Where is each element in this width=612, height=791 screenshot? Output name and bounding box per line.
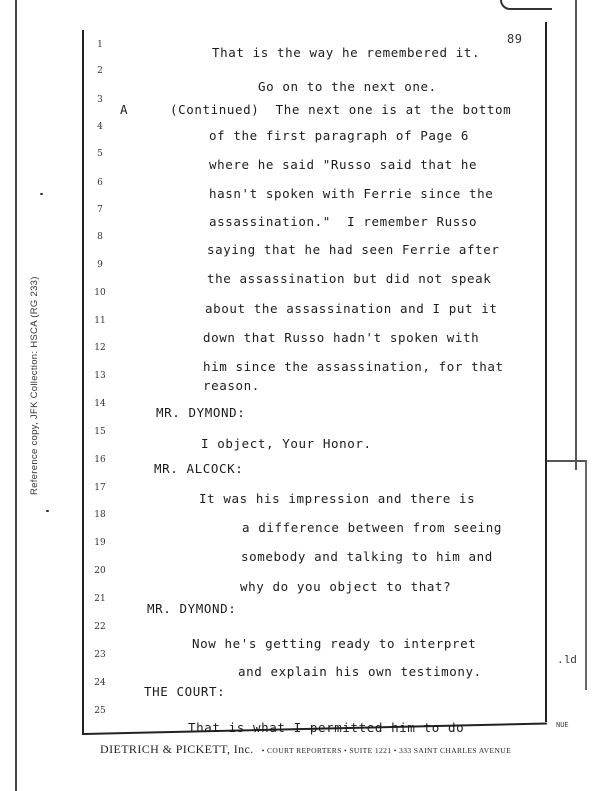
line-number: 12 — [94, 343, 106, 353]
scan-speck — [46, 510, 49, 512]
transcript-line: why do you object to that? — [240, 579, 452, 594]
line-number: 8 — [97, 232, 103, 242]
speaker-label: MR. DYMOND: — [147, 601, 237, 616]
line-number: 17 — [94, 483, 106, 493]
line-number: 2 — [97, 66, 103, 76]
transcript-line: I object, Your Honor. — [201, 436, 372, 451]
scan-top-edge — [500, 0, 552, 10]
transcript-line: assassination." I remember Russo — [209, 214, 478, 229]
transcript-line: him since the assassination, for that — [203, 359, 504, 374]
transcript-line: the assassination but did not speak — [207, 271, 492, 286]
line-number: 21 — [94, 594, 106, 604]
line-number: 14 — [94, 399, 106, 409]
speaker-label: MR. DYMOND: — [156, 405, 246, 420]
scan-speck — [40, 193, 43, 195]
footer-firm-name: DIETRICH & PICKETT, Inc. — [100, 742, 254, 756]
frame-left-border — [82, 30, 84, 735]
transcript-line: of the first paragraph of Page 6 — [209, 128, 470, 143]
frame-right-border — [545, 22, 547, 722]
adjacent-page-fragment: NUE — [556, 722, 569, 730]
line-number: 11 — [94, 316, 106, 326]
transcript-line: Go on to the next one. — [258, 79, 437, 94]
margin-archive-note: Reference copy, JFK Collection: HSCA (RG 233) — [29, 276, 40, 495]
scan-page-edge — [15, 0, 17, 791]
footer-address: • COURT REPORTERS • SUITE 1221 • 333 SAINT CHARLES AVENUE — [261, 746, 512, 755]
transcript-line: saying that he had seen Ferrie after — [207, 242, 500, 257]
line-number: 7 — [97, 205, 103, 215]
line-number: 10 — [94, 288, 106, 298]
line-number: 22 — [94, 622, 106, 632]
transcript-line: about the assassination and I put it — [205, 301, 498, 316]
transcript-line: and explain his own testimony. — [238, 664, 482, 679]
transcript-line: It was his impression and there is — [199, 491, 476, 506]
line-number: 5 — [97, 149, 103, 159]
court-reporter-footer — [100, 740, 511, 758]
page-number: 89 — [507, 32, 523, 46]
transcript-line: down that Russo hadn't spoken with — [203, 330, 480, 345]
underlying-page-lower-edge — [585, 460, 587, 690]
line-number: 25 — [94, 706, 106, 716]
transcript-line: That is the way he remembered it. — [212, 45, 481, 60]
line-number: 1 — [97, 40, 103, 50]
transcript-line: (Continued) The next one is at the bottom — [170, 102, 512, 117]
speaker-label: THE COURT: — [144, 684, 226, 699]
line-number: 3 — [97, 95, 103, 105]
line-number: 24 — [94, 678, 106, 688]
transcript-line: reason. — [203, 378, 260, 393]
transcript-line: Now he's getting ready to interpret — [192, 636, 477, 651]
speaker-marker: A — [120, 102, 129, 117]
transcript-line: somebody and talking to him and — [241, 549, 493, 564]
underlying-page-edge — [575, 0, 577, 470]
line-number: 23 — [94, 650, 106, 660]
line-number: 18 — [94, 510, 106, 520]
line-number: 13 — [94, 371, 106, 381]
underlying-page-notch — [545, 460, 585, 462]
line-number: 6 — [97, 178, 103, 188]
transcript-line: a difference between from seeing — [242, 520, 503, 535]
line-number: 20 — [94, 566, 106, 576]
transcript-line: hasn't spoken with Ferrie since the — [209, 186, 494, 201]
speaker-label: MR. ALCOCK: — [154, 461, 244, 476]
line-number: 19 — [94, 538, 106, 548]
transcript-line: where he said "Russo said that he — [209, 157, 478, 172]
line-number: 16 — [94, 455, 106, 465]
transcript-line: That is what I permitted him to do — [188, 720, 465, 735]
line-number: 15 — [94, 427, 106, 437]
line-number: 9 — [97, 260, 103, 270]
line-number: 4 — [97, 122, 103, 132]
adjacent-page-fragment: .ld — [557, 655, 577, 667]
